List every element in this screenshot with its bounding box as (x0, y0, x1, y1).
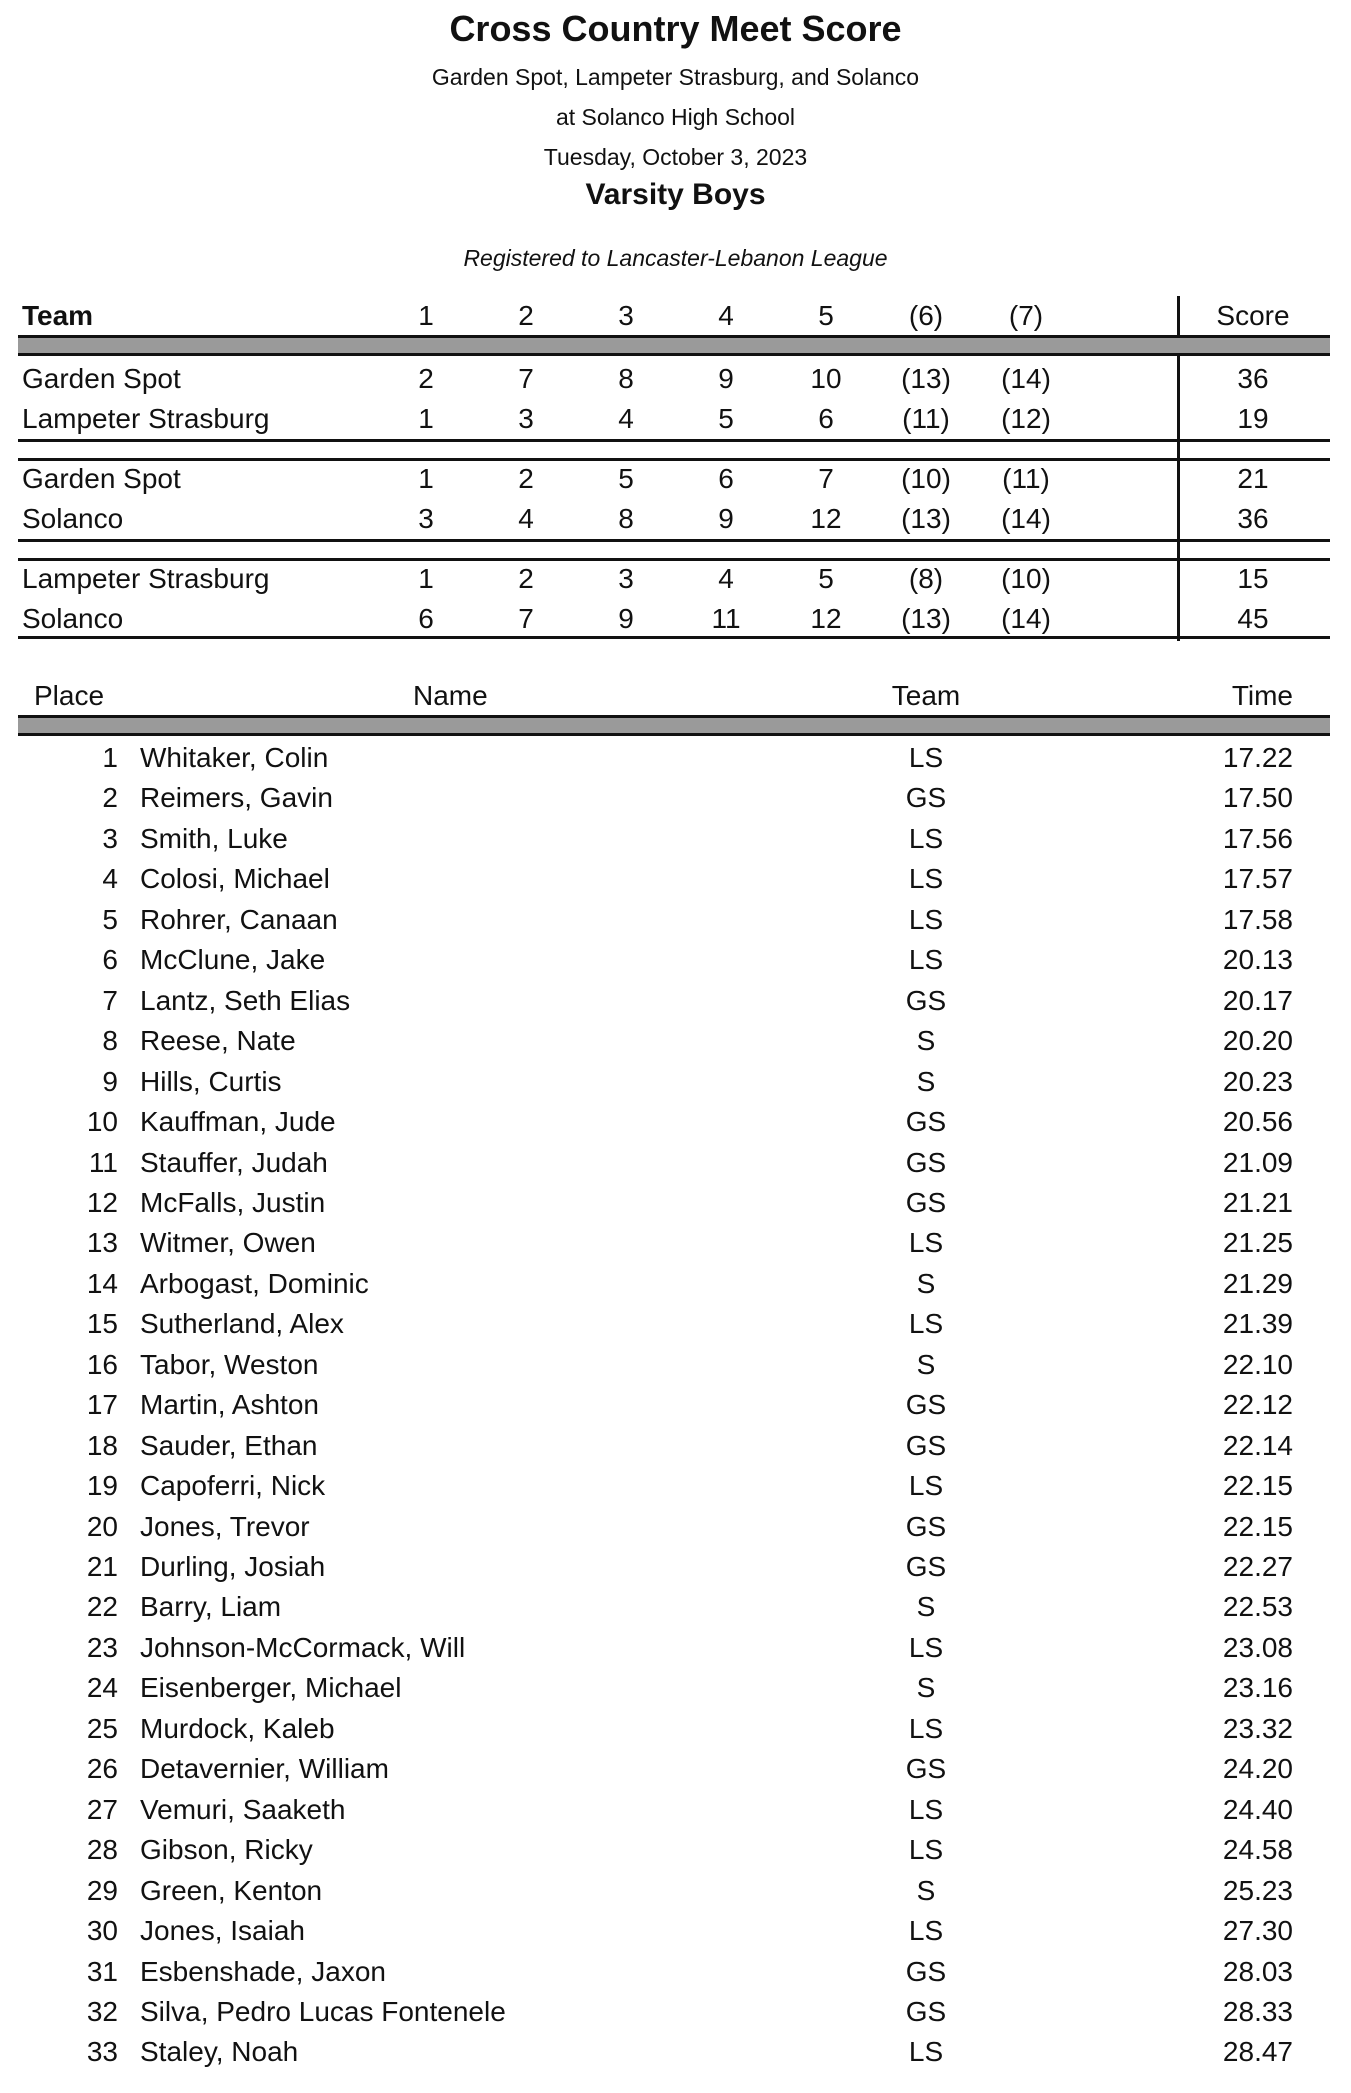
result-row (18, 900, 1330, 940)
finish-time: 17.58 (1222, 903, 1293, 935)
result-row (18, 1911, 1330, 1951)
result-row (18, 1992, 1330, 2032)
finish-time: 21.09 (1222, 1146, 1293, 1178)
finish-time: 21.39 (1222, 1308, 1293, 1340)
team-abbrev: LS (908, 1470, 944, 1502)
col-header-6: (6) (908, 300, 944, 331)
runner-place: 6 (418, 603, 434, 634)
result-row (18, 981, 1330, 1021)
runner-place: 4 (718, 563, 734, 594)
place-cell: 29 (86, 1874, 118, 1906)
runner-place-displacer: (14) (1001, 503, 1051, 534)
runner-name: Reese, Nate (140, 1025, 296, 1057)
finish-time: 22.12 (1222, 1389, 1293, 1421)
runner-place: 7 (518, 363, 534, 394)
runner-place-displacer: (10) (901, 463, 951, 494)
result-row (18, 1749, 1330, 1789)
place-cell: 31 (86, 1955, 118, 1987)
runner-name: Detavernier, William (140, 1753, 389, 1785)
place-cell: 33 (86, 2036, 118, 2068)
runner-place: 8 (618, 503, 634, 534)
team-score-header-row (18, 296, 1330, 336)
place-cell: 28 (86, 1834, 118, 1866)
finish-time: 20.13 (1222, 944, 1293, 976)
finish-time: 22.15 (1222, 1470, 1293, 1502)
team-abbrev: S (916, 1874, 936, 1906)
finish-time: 17.57 (1222, 863, 1293, 895)
runner-name: Green, Kenton (140, 1874, 323, 1906)
runner-place-displacer: (10) (1001, 563, 1051, 594)
finish-time: 20.17 (1222, 984, 1293, 1016)
team-abbrev: LS (908, 863, 944, 895)
place-cell: 6 (102, 944, 118, 976)
venue-line: at Solanco High School (555, 104, 796, 130)
runner-name: Hills, Curtis (140, 1065, 282, 1097)
team-abbrev: S (916, 1065, 936, 1097)
place-cell: 17 (86, 1389, 118, 1421)
finish-time: 23.08 (1222, 1631, 1293, 1663)
runner-place: 3 (418, 503, 434, 534)
place-cell: 8 (102, 1025, 118, 1057)
team-abbrev: LS (908, 1915, 944, 1947)
result-row (18, 1871, 1330, 1911)
team-name: Lampeter Strasburg (22, 563, 270, 594)
result-row (18, 1264, 1330, 1304)
result-row (18, 1466, 1330, 1506)
runner-place-displacer: (13) (901, 603, 951, 634)
result-row (18, 1628, 1330, 1668)
runner-name: Rohrer, Canaan (140, 903, 338, 935)
finish-time: 22.15 (1222, 1510, 1293, 1542)
col-header-place: Place (34, 680, 105, 711)
result-row (18, 1547, 1330, 1587)
result-row (18, 778, 1330, 818)
team-name: Solanco (22, 503, 124, 534)
place-cell: 4 (102, 863, 118, 895)
finish-time: 21.25 (1222, 1227, 1293, 1259)
result-row (18, 1385, 1330, 1425)
finish-time: 23.32 (1222, 1712, 1293, 1744)
runner-name: Jones, Trevor (140, 1510, 310, 1542)
runner-place: 4 (618, 403, 634, 434)
runner-name: Colosi, Michael (140, 863, 330, 895)
runner-place: 5 (818, 563, 834, 594)
team-score-row (18, 599, 1330, 639)
col-header-2: 2 (518, 300, 534, 331)
runner-place-displacer: (14) (1001, 603, 1051, 634)
runner-name: Smith, Luke (140, 822, 288, 854)
team-score-row (18, 559, 1330, 599)
page-title: Cross Country Meet Score (449, 8, 902, 49)
finish-time: 28.47 (1222, 2036, 1293, 2068)
finish-time: 24.20 (1222, 1753, 1293, 1785)
team-score-row (18, 399, 1330, 439)
result-row (18, 1790, 1330, 1830)
runner-place: 3 (618, 563, 634, 594)
place-cell: 2 (102, 782, 118, 814)
runner-name: Lantz, Seth Elias (140, 984, 351, 1016)
place-cell: 14 (86, 1267, 118, 1299)
runner-place-displacer: (11) (1002, 463, 1050, 494)
runner-place-displacer: (13) (901, 503, 951, 534)
place-cell: 16 (86, 1348, 118, 1380)
runner-place: 5 (718, 403, 734, 434)
place-cell: 13 (86, 1227, 118, 1259)
result-row (18, 940, 1330, 980)
runner-place: 12 (810, 503, 842, 534)
finish-time: 21.21 (1222, 1186, 1293, 1218)
runner-place: 10 (810, 363, 842, 394)
team-score-table (18, 296, 1330, 641)
result-row (18, 1102, 1330, 1142)
col-header-team: Team (22, 300, 94, 331)
runner-name: McClune, Jake (140, 944, 326, 976)
runner-name: McFalls, Justin (140, 1186, 326, 1218)
runner-place: 2 (418, 363, 434, 394)
col-header-team: Team (891, 680, 961, 711)
runner-name: Stauffer, Judah (140, 1146, 328, 1178)
runner-place: 12 (810, 603, 842, 634)
result-row (18, 819, 1330, 859)
team-score: 19 (1237, 403, 1269, 434)
runner-place: 9 (718, 363, 734, 394)
place-cell: 9 (102, 1065, 118, 1097)
runner-place: 6 (718, 463, 734, 494)
place-cell: 24 (86, 1672, 118, 1704)
finish-time: 17.50 (1222, 782, 1293, 814)
team-score: 21 (1237, 463, 1269, 494)
result-row (18, 738, 1330, 778)
team-abbrev: GS (905, 984, 947, 1016)
team-abbrev: LS (908, 944, 944, 976)
result-row (18, 1426, 1330, 1466)
runner-name: Vemuri, Saaketh (140, 1793, 346, 1825)
team-abbrev: GS (905, 1753, 947, 1785)
place-cell: 22 (86, 1591, 118, 1623)
team-score: 15 (1237, 563, 1269, 594)
runner-name: Tabor, Weston (140, 1348, 319, 1380)
result-row (18, 1587, 1330, 1627)
team-abbrev: GS (905, 1510, 947, 1542)
matchup-divider (18, 439, 1330, 442)
runner-name: Witmer, Owen (140, 1227, 316, 1259)
team-abbrev: LS (908, 903, 944, 935)
runner-name: Sauder, Ethan (140, 1429, 318, 1461)
result-row (18, 1183, 1330, 1223)
runner-name: Durling, Josiah (140, 1551, 326, 1582)
team-abbrev: GS (905, 1429, 947, 1461)
place-cell: 30 (86, 1915, 118, 1947)
runner-name: Reimers, Gavin (140, 782, 333, 814)
place-cell: 27 (86, 1793, 118, 1825)
place-cell: 7 (102, 984, 118, 1016)
result-row (18, 859, 1330, 899)
finish-time: 24.58 (1222, 1834, 1293, 1866)
team-name: Garden Spot (22, 363, 181, 394)
runner-name: Murdock, Kaleb (140, 1712, 335, 1744)
team-abbrev: LS (908, 822, 944, 854)
team-abbrev: GS (905, 1146, 947, 1178)
runner-place: 8 (618, 363, 634, 394)
runner-name: Sutherland, Alex (140, 1308, 344, 1340)
team-abbrev: LS (908, 742, 944, 773)
runner-place-displacer: (14) (1001, 363, 1051, 394)
runner-place: 5 (618, 463, 634, 494)
finish-time: 25.23 (1222, 1874, 1293, 1906)
place-cell: 19 (86, 1470, 118, 1502)
finish-time: 28.03 (1222, 1955, 1293, 1987)
result-row (18, 1143, 1330, 1183)
runner-place: 1 (418, 403, 434, 434)
header-separator-bar (18, 715, 1330, 736)
results-header-row (18, 676, 1330, 716)
runner-name: Kauffman, Jude (140, 1106, 336, 1138)
finish-time: 20.23 (1222, 1065, 1293, 1097)
date-line: Tuesday, October 3, 2023 (543, 144, 808, 170)
runner-place: 1 (418, 463, 434, 494)
matchup-divider (18, 539, 1330, 542)
col-header-5: 5 (818, 300, 834, 331)
runner-name: Gibson, Ricky (140, 1834, 313, 1866)
team-abbrev: S (916, 1025, 936, 1057)
runner-place-displacer: (13) (901, 363, 951, 394)
team-abbrev: LS (908, 1834, 944, 1866)
place-cell: 5 (102, 903, 118, 935)
place-cell: 12 (86, 1186, 118, 1218)
runner-place-displacer: (11) (902, 403, 950, 434)
place-cell: 18 (86, 1429, 118, 1461)
runner-name: Martin, Ashton (140, 1389, 319, 1421)
col-header-3: 3 (618, 300, 634, 331)
team-abbrev: S (916, 1672, 936, 1704)
finish-time: 22.53 (1222, 1591, 1293, 1623)
col-header-4: 4 (718, 300, 734, 331)
result-row (18, 1507, 1330, 1547)
runner-name: Eisenberger, Michael (140, 1672, 402, 1704)
place-cell: 23 (86, 1631, 118, 1663)
runner-place-displacer: (12) (1001, 403, 1051, 434)
finish-time: 22.10 (1222, 1348, 1293, 1380)
place-cell: 20 (86, 1510, 118, 1542)
runner-name: Capoferri, Nick (140, 1470, 326, 1502)
team-abbrev: GS (905, 1106, 947, 1138)
result-row (18, 1062, 1330, 1102)
result-row (18, 1223, 1330, 1263)
result-row (18, 1709, 1330, 1749)
result-row (18, 2032, 1330, 2072)
finish-time: 27.30 (1222, 1915, 1293, 1947)
finish-time: 22.27 (1222, 1551, 1293, 1582)
team-abbrev: LS (908, 1631, 944, 1663)
result-row (18, 1021, 1330, 1061)
team-score-row (18, 499, 1330, 539)
team-abbrev: LS (908, 1793, 944, 1825)
place-cell: 10 (86, 1106, 118, 1138)
team-score-row (18, 359, 1330, 399)
runner-place: 1 (418, 563, 434, 594)
runner-name: Barry, Liam (140, 1591, 282, 1623)
registration-line: Registered to Lancaster-Lebanon League (463, 245, 888, 271)
finish-time: 17.22 (1222, 742, 1293, 773)
finish-time: 20.56 (1222, 1106, 1293, 1138)
team-abbrev: GS (905, 1955, 947, 1987)
col-header-1: 1 (418, 300, 434, 331)
runner-name: Arbogast, Dominic (140, 1267, 369, 1299)
header-separator-bar (18, 335, 1330, 356)
place-cell: 32 (86, 1995, 118, 2027)
team-abbrev: GS (905, 1186, 947, 1218)
runner-place: 7 (518, 603, 534, 634)
teams-line: Garden Spot, Lampeter Strasburg, and Solanco (431, 64, 920, 90)
finish-time: 23.16 (1222, 1672, 1293, 1704)
runner-name: Johnson-McCormack, Will (140, 1631, 466, 1663)
team-name: Lampeter Strasburg (22, 403, 270, 434)
team-abbrev: LS (908, 2036, 944, 2068)
place-cell: 1 (102, 742, 118, 773)
runner-place: 4 (518, 503, 534, 534)
result-row (18, 1345, 1330, 1385)
runner-place-displacer: (8) (908, 563, 944, 594)
col-header-name: Name (413, 680, 488, 711)
finish-time: 17.56 (1222, 822, 1293, 854)
place-cell: 3 (102, 822, 118, 854)
finish-time: 22.14 (1222, 1429, 1293, 1461)
place-cell: 15 (86, 1308, 118, 1340)
team-abbrev: GS (905, 1551, 947, 1582)
col-header-7: (7) (1008, 300, 1044, 331)
runner-name: Jones, Isaiah (140, 1915, 305, 1947)
runner-place: 3 (518, 403, 534, 434)
team-name: Solanco (22, 603, 124, 634)
result-row (18, 1830, 1330, 1870)
division-title: Varsity Boys (585, 178, 766, 211)
place-cell: 25 (86, 1712, 118, 1744)
runner-place: 7 (818, 463, 834, 494)
team-abbrev: GS (905, 1389, 947, 1421)
team-score: 36 (1237, 363, 1269, 394)
team-score-row (18, 459, 1330, 499)
team-name: Garden Spot (22, 463, 181, 494)
team-abbrev: LS (908, 1308, 944, 1340)
result-row (18, 1952, 1330, 1992)
finish-time: 28.33 (1222, 1995, 1293, 2027)
place-cell: 11 (88, 1146, 118, 1178)
finish-time: 20.20 (1222, 1025, 1293, 1057)
finish-time: 24.40 (1222, 1793, 1293, 1825)
runner-name: Silva, Pedro Lucas Fontenele (140, 1995, 506, 2027)
table-bottom-rule (18, 636, 1330, 639)
runner-place: 2 (518, 563, 534, 594)
place-cell: 21 (86, 1551, 118, 1582)
team-abbrev: S (916, 1348, 936, 1380)
runner-name: Whitaker, Colin (140, 742, 329, 773)
team-abbrev: GS (905, 1995, 947, 2027)
runner-place: 2 (518, 463, 534, 494)
runner-name: Esbenshade, Jaxon (140, 1955, 386, 1987)
col-header-score: Score (1216, 300, 1290, 331)
result-row (18, 1304, 1330, 1344)
team-score: 45 (1237, 603, 1269, 634)
individual-results-table (18, 676, 1330, 2076)
team-abbrev: LS (908, 1712, 944, 1744)
runner-place: 11 (711, 603, 741, 634)
result-row (18, 1668, 1330, 1708)
team-abbrev: LS (908, 1227, 944, 1259)
team-score: 36 (1237, 503, 1269, 534)
team-abbrev: S (916, 1267, 936, 1299)
place-cell: 26 (86, 1753, 118, 1785)
runner-place: 9 (618, 603, 634, 634)
team-abbrev: GS (905, 782, 947, 814)
col-header-time: Time (1231, 680, 1293, 711)
runner-name: Staley, Noah (140, 2036, 299, 2068)
finish-time: 21.29 (1222, 1267, 1293, 1299)
team-abbrev: S (916, 1591, 936, 1623)
runner-place: 9 (718, 503, 734, 534)
runner-place: 6 (818, 403, 834, 434)
